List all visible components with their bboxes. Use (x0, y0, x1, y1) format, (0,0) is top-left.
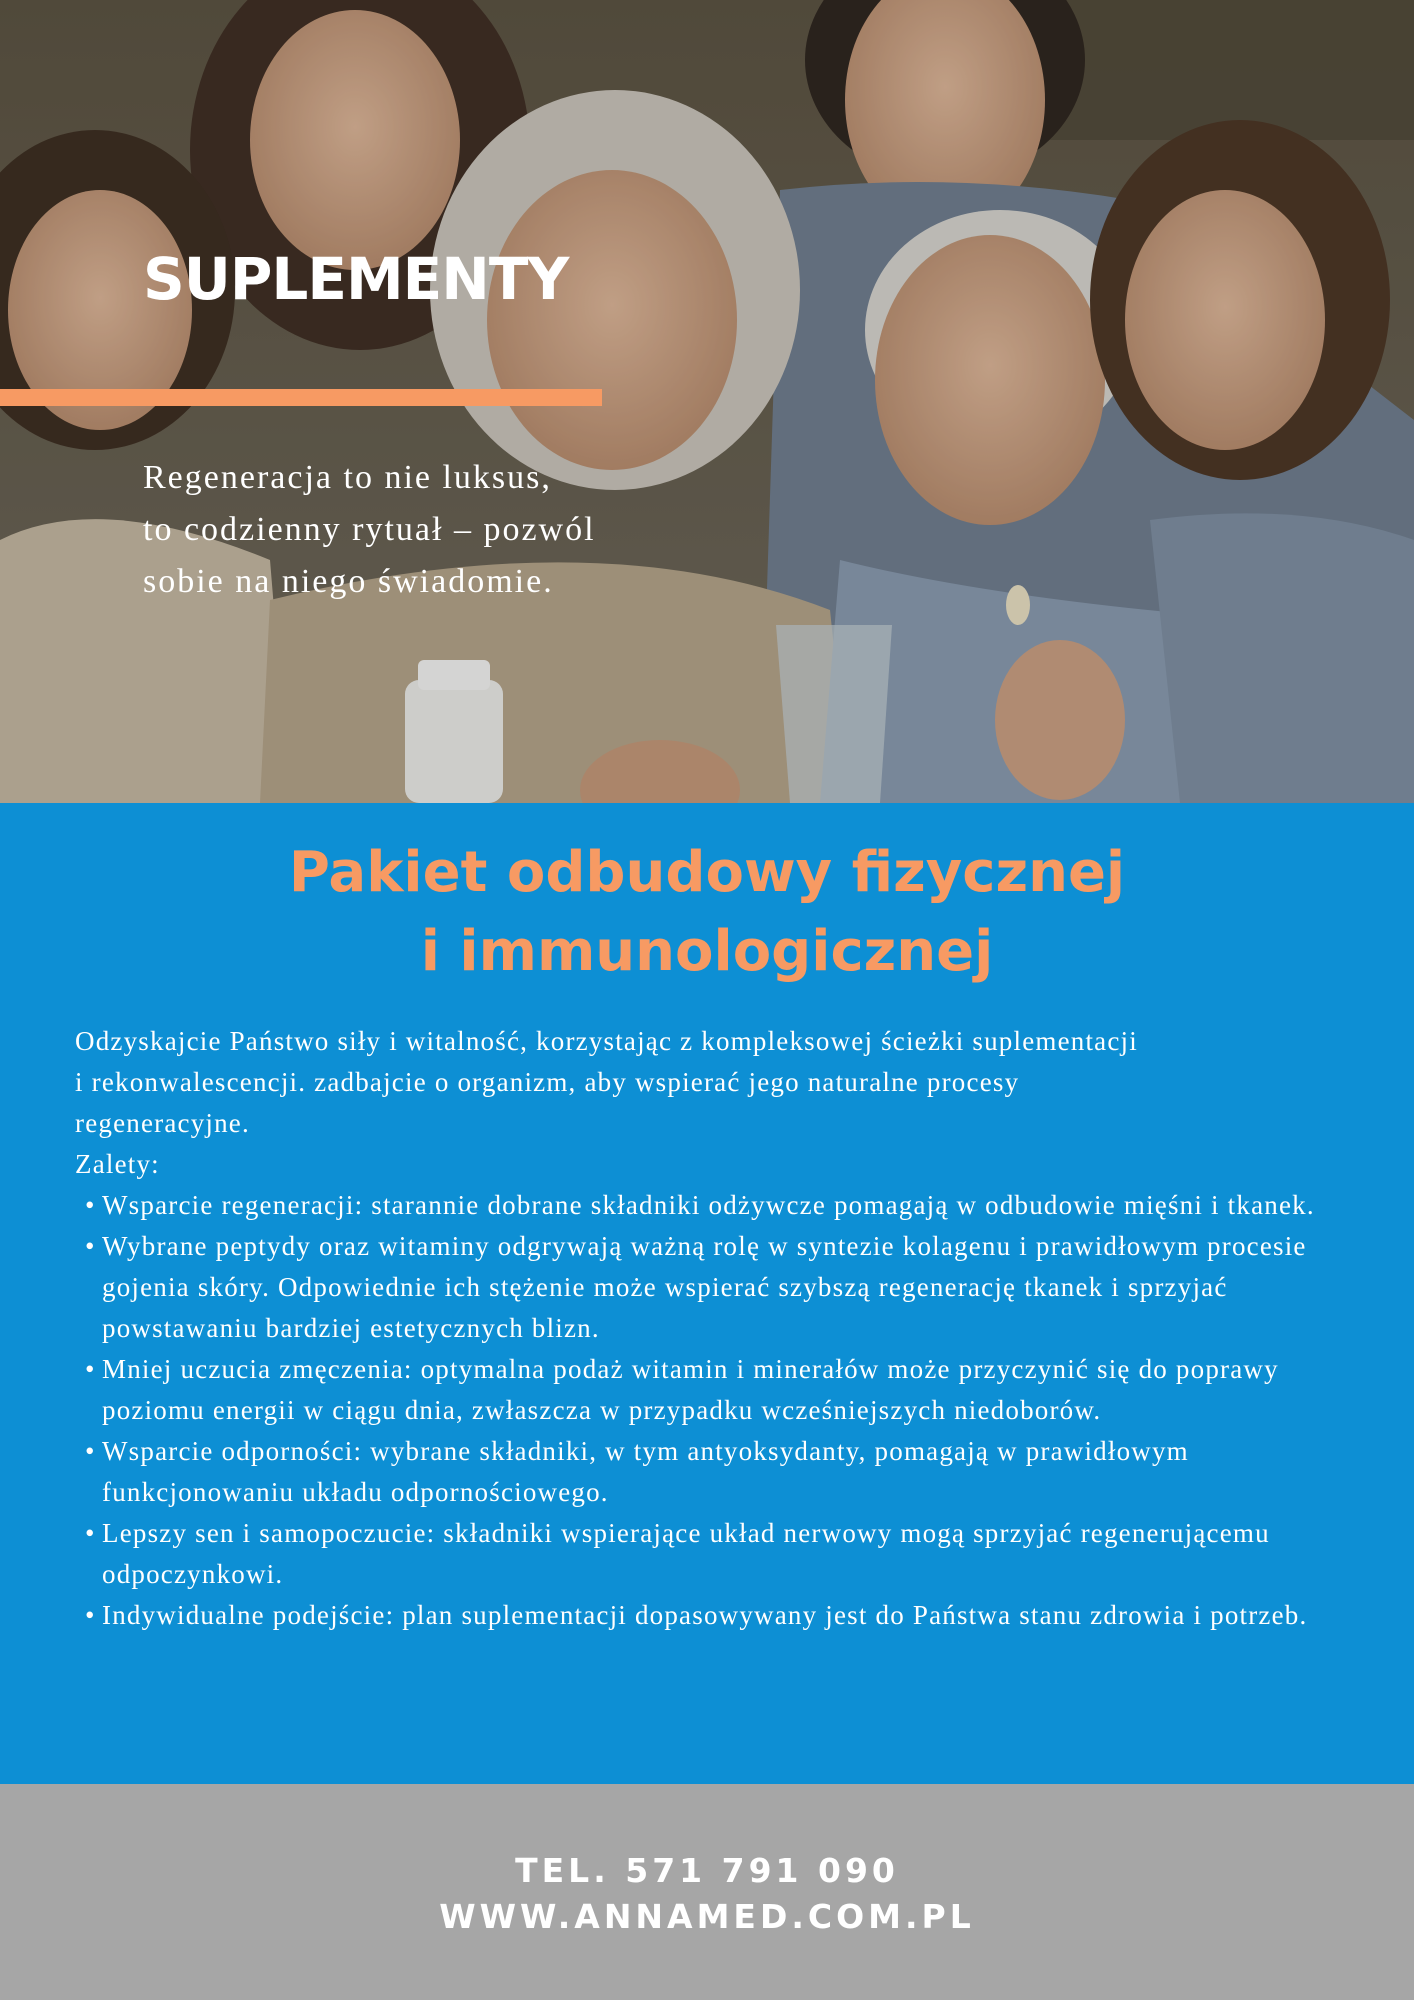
phone-number[interactable]: TEL. 571 791 090 (515, 1851, 899, 1890)
list-item (75, 1185, 1355, 1226)
list-item-text: Wsparcie regeneracji: starannie dobrane składniki odżywcze pomagają w odbudowie mięśni i tkanek. (102, 1190, 1315, 1220)
offer-body (75, 1021, 1355, 1636)
list-item (75, 1226, 1355, 1349)
list-item-text: Lepszy sen i samopoczucie: składniki wspierające układ nerwowy mogą sprzyjać regenerującemu odpoczynkowi. (102, 1518, 1270, 1589)
advantages-list (75, 1185, 1355, 1636)
list-item-text: Mniej uczucia zmęczenia: optymalna podaż witamin i minerałów może przyczynić się do poprawy poziomu energii w ciągu dnia, zwłaszcza w przypadku wcześniejszych niedoborów. (102, 1354, 1279, 1425)
hero-section (0, 0, 1414, 803)
list-item (75, 1431, 1355, 1513)
hero-accent-bar (0, 389, 602, 406)
hero-tagline: Regeneracja to nie luksus, to codzienny rytuał – pozwól sobie na niego świadomie. (143, 459, 596, 600)
advantages-label: Zalety: (75, 1149, 160, 1179)
bullet: • (85, 1436, 96, 1466)
bullet: • (85, 1190, 96, 1220)
list-item (75, 1513, 1355, 1595)
list-item (75, 1595, 1355, 1636)
hero-title: SUPLEMENTY (143, 245, 569, 313)
contact-footer (0, 1784, 1414, 2000)
bullet: • (85, 1600, 96, 1630)
list-item (75, 1349, 1355, 1431)
offer-section (0, 803, 1414, 1784)
bullet: • (85, 1518, 96, 1548)
bullet: • (85, 1231, 96, 1261)
bullet: • (85, 1354, 96, 1384)
offer-title: Pakiet odbudowy fizycznej i immunologicznej (288, 840, 1126, 984)
website-link[interactable]: WWW.ANNAMED.COM.PL (439, 1897, 975, 1936)
list-item-text: Wsparcie odporności: wybrane składniki, w tym antyoksydanty, pomagają w prawidłowym funkcjonowaniu układu odpornościowego. (102, 1436, 1189, 1507)
list-item-text: Wybrane peptydy oraz witaminy odgrywają ważną rolę w syntezie kolagenu i prawidłowym procesie gojenia skóry. Odpowiednie ich stężenie może wspierać szybszą regenerację tkanek i sprzyjać powstawaniu bardziej estetycznych blizn. (102, 1231, 1307, 1343)
list-item-text: Indywidualne podejście: plan suplementacji dopasowywany jest do Państwa stanu zdrowia i potrzeb. (102, 1600, 1308, 1630)
offer-intro: Odzyskajcie Państwo siły i witalność, korzystając z kompleksowej ścieżki suplementacji i rekonwalescencji. zadbajcie o organizm, aby wspierać jego naturalne procesy regeneracyjne. (75, 1026, 1138, 1138)
